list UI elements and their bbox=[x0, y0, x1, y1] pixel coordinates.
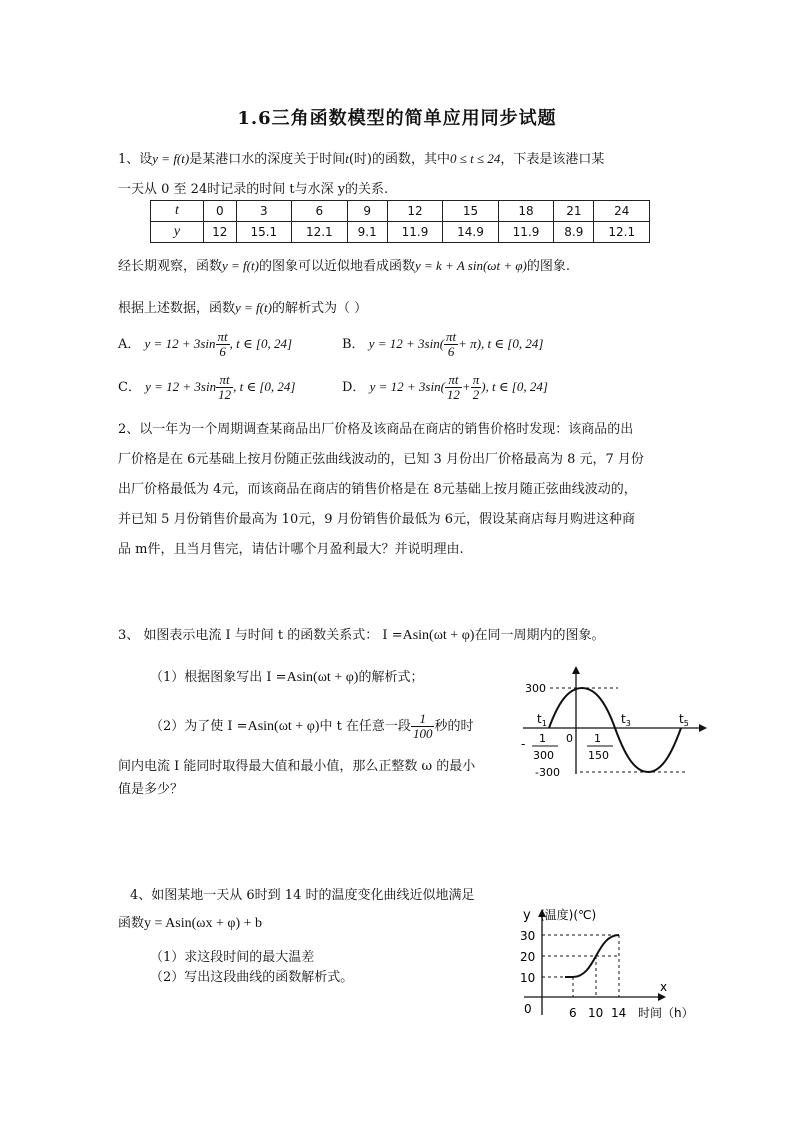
fraction-numerator: πt bbox=[217, 329, 228, 344]
fraction-numerator: πt bbox=[445, 373, 462, 388]
option-c-fraction bbox=[216, 373, 233, 402]
q2-line3: 出厂价格最低为 4元，而该商品在商店的销售价格是在 8元基础上按月随正弦曲线波动的， bbox=[118, 482, 637, 497]
label-t5: $t_5$ bbox=[679, 712, 689, 728]
q1-prefix: 1、设 bbox=[118, 152, 153, 167]
q3-intro bbox=[118, 624, 604, 644]
q1-line3 bbox=[118, 255, 570, 274]
table-cell: 14.9 bbox=[443, 222, 498, 243]
q3-sub1-formula: Asin(ωt + φ) bbox=[286, 670, 359, 685]
table-header-y: y bbox=[151, 222, 204, 243]
q1-line3-f: y = f(t) bbox=[222, 258, 259, 273]
q1-line4-a: 根据上述数据，函数 bbox=[118, 301, 236, 316]
table-cell: 12 bbox=[387, 201, 442, 222]
table-cell: 0 bbox=[204, 201, 237, 222]
label-origin: 0 bbox=[566, 732, 573, 745]
q3-formula: Asin(ωt + φ) bbox=[402, 628, 475, 643]
y-tick-10: 10 bbox=[520, 971, 536, 985]
option-a-post: , t ∈ [0, 24] bbox=[229, 336, 293, 351]
option-d-label: D． bbox=[342, 380, 366, 395]
option-a-label: A． bbox=[118, 337, 141, 352]
fraction-numerator: π bbox=[472, 372, 480, 387]
q1-t: t bbox=[345, 151, 349, 166]
fraction-numerator: πt bbox=[216, 373, 233, 388]
q1-line4 bbox=[118, 297, 367, 316]
q1-text-d: ，下表是该港口某 bbox=[500, 152, 605, 167]
q3-sub1-a: （1）根据图象写出 I = bbox=[150, 670, 287, 685]
q3-intro-b: 在同一周期内的图象。 bbox=[474, 628, 605, 643]
origin-label: 0 bbox=[524, 1002, 532, 1016]
q3-sub2-b: 中 t 在任意一段 bbox=[319, 719, 411, 734]
page-title: 1.6三角函数模型的简单应用同步试题 bbox=[237, 108, 557, 129]
frac2-num: 1 bbox=[594, 732, 601, 745]
q2-line5: 品 m件，且当月售完，请估计哪个月盈利最大？并说明理由. bbox=[118, 542, 464, 557]
option-d bbox=[342, 373, 548, 402]
table-cell: 24 bbox=[594, 201, 650, 222]
q1-text-b: 是某港口水的深度关于时间 bbox=[189, 152, 346, 167]
depth-table bbox=[150, 200, 650, 243]
y-unit-label: (温度)(℃) bbox=[540, 908, 597, 922]
q1-line4-b: 的解析式为（ ） bbox=[271, 301, 368, 316]
y-tick-20: 20 bbox=[520, 950, 536, 964]
x-axis-arrow-icon bbox=[658, 993, 666, 1001]
q1-line3-b: 的图象可以近似地看成函数 bbox=[258, 259, 415, 274]
q3-sub1-b: 的解析式； bbox=[358, 670, 424, 685]
y-tick-30: 30 bbox=[520, 929, 536, 943]
fraction-denominator: 6 bbox=[219, 344, 226, 359]
option-b-fraction bbox=[444, 330, 458, 359]
table-row-t bbox=[151, 201, 650, 222]
option-a bbox=[118, 330, 292, 359]
option-d-fraction-2 bbox=[471, 373, 482, 402]
q3-sub2-fraction bbox=[411, 712, 435, 741]
option-c-label: C． bbox=[118, 380, 141, 395]
x-unit-label: 时间（h） bbox=[638, 1006, 694, 1020]
fraction-denominator: 2 bbox=[472, 387, 480, 402]
q3-sub1 bbox=[150, 666, 423, 686]
option-a-pre: y = 12 + 3sin bbox=[144, 336, 216, 351]
q3-sub2-a: （2）为了使 I = bbox=[150, 719, 248, 734]
q3-sub2-formula: Asin(ωt + φ) bbox=[247, 719, 320, 734]
y-label-neg300: -300 bbox=[535, 766, 560, 779]
table-cell: 15 bbox=[443, 201, 498, 222]
q1-line3-c: 的图象. bbox=[526, 259, 570, 274]
q4-line2 bbox=[118, 912, 262, 932]
y-axis-label: y bbox=[523, 908, 531, 923]
table-cell: 11.9 bbox=[498, 222, 553, 243]
fraction-denominator: 6 bbox=[447, 344, 455, 359]
fraction-denominator: 12 bbox=[218, 387, 232, 402]
table-cell: 18 bbox=[498, 201, 553, 222]
q1-text-c: (时)的函数，其中 bbox=[348, 152, 451, 167]
table-cell: 3 bbox=[236, 201, 291, 222]
option-c-pre: y = 12 + 3sin bbox=[145, 379, 217, 394]
frac2-den: 150 bbox=[588, 749, 609, 762]
frac1-den: 300 bbox=[533, 749, 554, 762]
option-b bbox=[342, 330, 543, 359]
q3-sub2-line3: 值是多少？ bbox=[118, 782, 184, 797]
option-c-post: , t ∈ [0, 24] bbox=[233, 379, 296, 394]
table-cell: 12 bbox=[204, 222, 237, 243]
table-cell: 12.1 bbox=[292, 222, 347, 243]
x-tick-6: 6 bbox=[569, 1006, 577, 1020]
q2-line1: 2、以一年为一个周期调查某商品出厂价格及该商品在商店的销售价格时发现：该商品的出 bbox=[118, 422, 634, 437]
table-header-t: t bbox=[151, 201, 204, 222]
q3-sub2 bbox=[150, 712, 473, 741]
option-b-pre: y = 12 + 3sin( bbox=[368, 336, 445, 351]
q4-sub1: （1）求这段时间的最大温差 bbox=[150, 950, 315, 965]
option-d-plus: + bbox=[461, 379, 471, 394]
table-cell: 21 bbox=[554, 201, 594, 222]
label-t3: $t_3$ bbox=[621, 712, 631, 728]
q4-line2-a: 函数 bbox=[118, 916, 145, 931]
label-t1: $t_1$ bbox=[537, 712, 547, 728]
q1-line3-a: 经长期观察，函数 bbox=[118, 259, 223, 274]
q1-range: 0 ≤ t ≤ 24 bbox=[450, 151, 501, 166]
fraction-numerator: 1 bbox=[411, 712, 435, 727]
q1-line4-f: y = f(t) bbox=[235, 300, 272, 315]
option-d-pre: y = 12 + 3sin( bbox=[369, 379, 445, 394]
x-tick-14: 14 bbox=[611, 1006, 627, 1020]
option-b-post: + π), t ∈ [0, 24] bbox=[458, 336, 544, 351]
fraction-numerator: πt bbox=[446, 329, 457, 344]
label-neg-sign: - bbox=[521, 737, 526, 751]
option-d-fraction-1 bbox=[445, 373, 462, 402]
x-tick-10: 10 bbox=[588, 1006, 604, 1020]
table-cell: 12.1 bbox=[594, 222, 650, 243]
current-graph bbox=[515, 662, 715, 782]
x-axis-arrow-icon bbox=[699, 724, 707, 732]
sine-curve bbox=[549, 688, 681, 772]
y-label-300: 300 bbox=[525, 682, 546, 695]
q2-line4: 并已知 5 月份销售价最高为 10元，9 月份销售价最低为 6元，假设某商店每月购进这种商 bbox=[118, 512, 636, 527]
q4-sub2: （2）写出这段曲线的函数解析式。 bbox=[150, 970, 354, 985]
y-axis-arrow-icon bbox=[572, 666, 580, 674]
option-d-post: ), t ∈ [0, 24] bbox=[481, 379, 548, 394]
table-cell: 6 bbox=[292, 201, 347, 222]
q1-model-function: y = k + A sin(ωt + φ) bbox=[414, 258, 527, 273]
option-b-label: B． bbox=[342, 337, 365, 352]
table-cell: 9 bbox=[347, 201, 387, 222]
q1-line1 bbox=[118, 148, 604, 167]
q2-line2: 厂价格是在 6元基础上按月份随正弦曲线波动的，已知 3 月份出厂价格最高为 8 元，7 月份 bbox=[118, 452, 644, 467]
q1-function: y = f(t) bbox=[152, 151, 190, 166]
table-cell: 15.1 bbox=[236, 222, 291, 243]
table-cell: 9.1 bbox=[347, 222, 387, 243]
table-row-y bbox=[151, 222, 650, 243]
fraction-denominator: 12 bbox=[446, 387, 460, 402]
q3-intro-a: 3、 如图表示电流 I 与时间 t 的函数关系式： I = bbox=[118, 628, 403, 643]
frac1-num: 1 bbox=[539, 732, 546, 745]
option-a-fraction bbox=[216, 330, 230, 359]
table-cell: 11.9 bbox=[387, 222, 442, 243]
option-c bbox=[118, 373, 295, 402]
temperature-graph bbox=[518, 905, 708, 1025]
q4-formula: y = Asin(ωx + φ) + b bbox=[144, 916, 262, 931]
q1-line2: 一天从 0 至 24时记录的时间 t与水深 y的关系. bbox=[118, 182, 389, 197]
q4-line1: 4、如图某地一天从 6时到 14 时的温度变化曲线近似地满足 bbox=[130, 888, 475, 903]
fraction-denominator: 100 bbox=[412, 726, 433, 741]
x-axis-label: x bbox=[660, 980, 668, 994]
q3-sub2-c: 秒的时 bbox=[434, 719, 474, 734]
table-cell: 8.9 bbox=[554, 222, 594, 243]
q3-sub2-line2: 间内电流 I 能同时取得最大值和最小值，那么正整数 ω 的最小 bbox=[118, 759, 476, 774]
